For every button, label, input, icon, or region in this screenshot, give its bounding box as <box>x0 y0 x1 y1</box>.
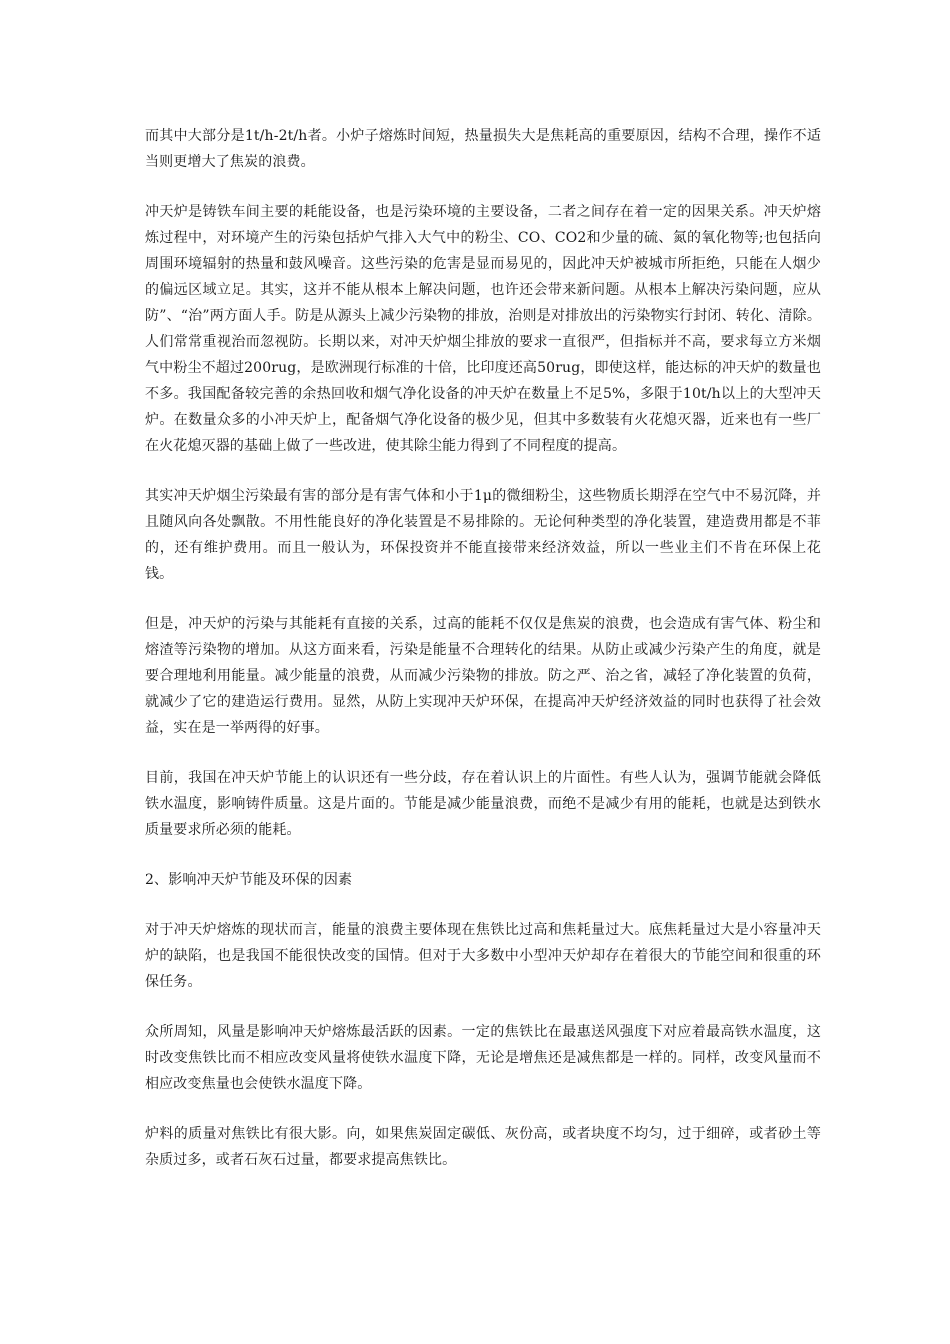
paragraph-energy-and-pollution: 但是，冲天炉的污染与其能耗有直接的关系，过高的能耗不仅仅是焦炭的浪费，也会造成有害气体、粉尘和熔渣等污染物的增加。从这方面来看，污染是能量不合理转化的结果。从防止或减少污染产生的角度，就是要合理地利用能量。减少能量的浪费，从而减少污染物的排放。防之严、治之省，减轻了净化装置的负荷，就减少了它的建造运行费用。显然，从防上实现冲天炉环保，在提高冲天炉经济效益的同时也获得了社会效益，实在是一举两得的好事。 <box>145 616 821 736</box>
paragraph-energy-waste: 对于冲天炉熔炼的现状而言，能量的浪费主要体现在焦铁比过高和焦耗量过大。底焦耗量过大是小容量冲天炉的缺陷，也是我国不能很快改变的国情。但对于大多数中小型冲天炉却存在着很大的节能空间和很重的环保任务。 <box>145 922 821 990</box>
paragraph-coke-waste: 而其中大部分是1t/h-2t/h者。小炉子熔炼时间短，热量损失大是焦耗高的重要原因，结构不合理，操作不适当则更增大了焦炭的浪费。 <box>145 128 821 170</box>
paragraph-energy-saving-views: 目前，我国在冲天炉节能上的认识还有一些分歧，存在着认识上的片面性。有些人认为，强调节能就会降低铁水温度，影响铸件质量。这是片面的。节能是减少能量浪费，而绝不是减少有用的能耗，也就是达到铁水质量要求所必须的能耗。 <box>145 770 821 838</box>
paragraph-air-volume: 众所周知，风量是影响冲天炉熔炼最活跃的因素。一定的焦铁比在最惠送风强度下对应着最高铁水温度，这时改变焦铁比而不相应改变风量将使铁水温度下降，无论是增焦还是减焦都是一样的。同样，改变风量而不相应改变焦量也会使铁水温度下降。 <box>145 1024 821 1092</box>
paragraph-cupola-pollution: 冲天炉是铸铁车间主要的耗能设备，也是污染环境的主要设备，二者之间存在着一定的因果关系。冲天炉熔炼过程中，对环境产生的污染包括炉气排入大气中的粉尘、CO、CO2和少量的硫、氮的氧化物等;也包括向周围环境辐射的热量和鼓风噪音。这些污染的危害是显而易见的，因此冲天炉被城市所拒绝，只能在人烟少的偏远区域立足。其实，这并不能从根本上解决问题，也许还会带来新问题。从根本上解决污染问题，应从防”、“治”两方面人手。防是从源头上减少污染物的排放，治则是对排放出的污染物实行封闭、转化、清除。人们常常重视治而忽视防。长期以来，对冲天炉烟尘排放的要求一直很严，但指标并不高，要求每立方米烟气中粉尘不超过200rug，是欧洲现行标准的十倍，比印度还高50rug，即使这样，能达标的冲天炉的数量也不多。我国配备较完善的余热回收和烟气净化设备的冲天炉在数量上不足5%，多限于10t/h以上的大型冲天炉。在数量众多的小冲天炉上，配备烟气净化设备的极少见，但其中多数装有火花熄灭器，近来也有一些厂在火花熄灭器的基础上做了一些改进，使其除尘能力得到了不同程度的提高。 <box>145 204 821 454</box>
paragraph-harmful-dust: 其实冲天炉烟尘污染最有害的部分是有害气体和小于1μ的微细粉尘，这些物质长期浮在空气中不易沉降，并且随风向各处飘散。不用性能良好的净化装置是不易排除的。无论何种类型的净化装置，建造费用都是不菲的，还有维护费用。而且一般认为，环保投资并不能直接带来经济效益，所以一些业主们不肯在环保上花钱。 <box>145 488 821 582</box>
document-body <box>145 123 821 1197</box>
paragraph-charge-quality: 炉料的质量对焦铁比有很大影。向，如果焦炭固定碳低、灰份高，或者块度不均匀，过于细碎，或者砂土等杂质过多，或者石灰石过量，都要求提高焦铁比。 <box>145 1126 821 1168</box>
section-heading: 2、影响冲天炉节能及环保的因素 <box>145 872 353 888</box>
